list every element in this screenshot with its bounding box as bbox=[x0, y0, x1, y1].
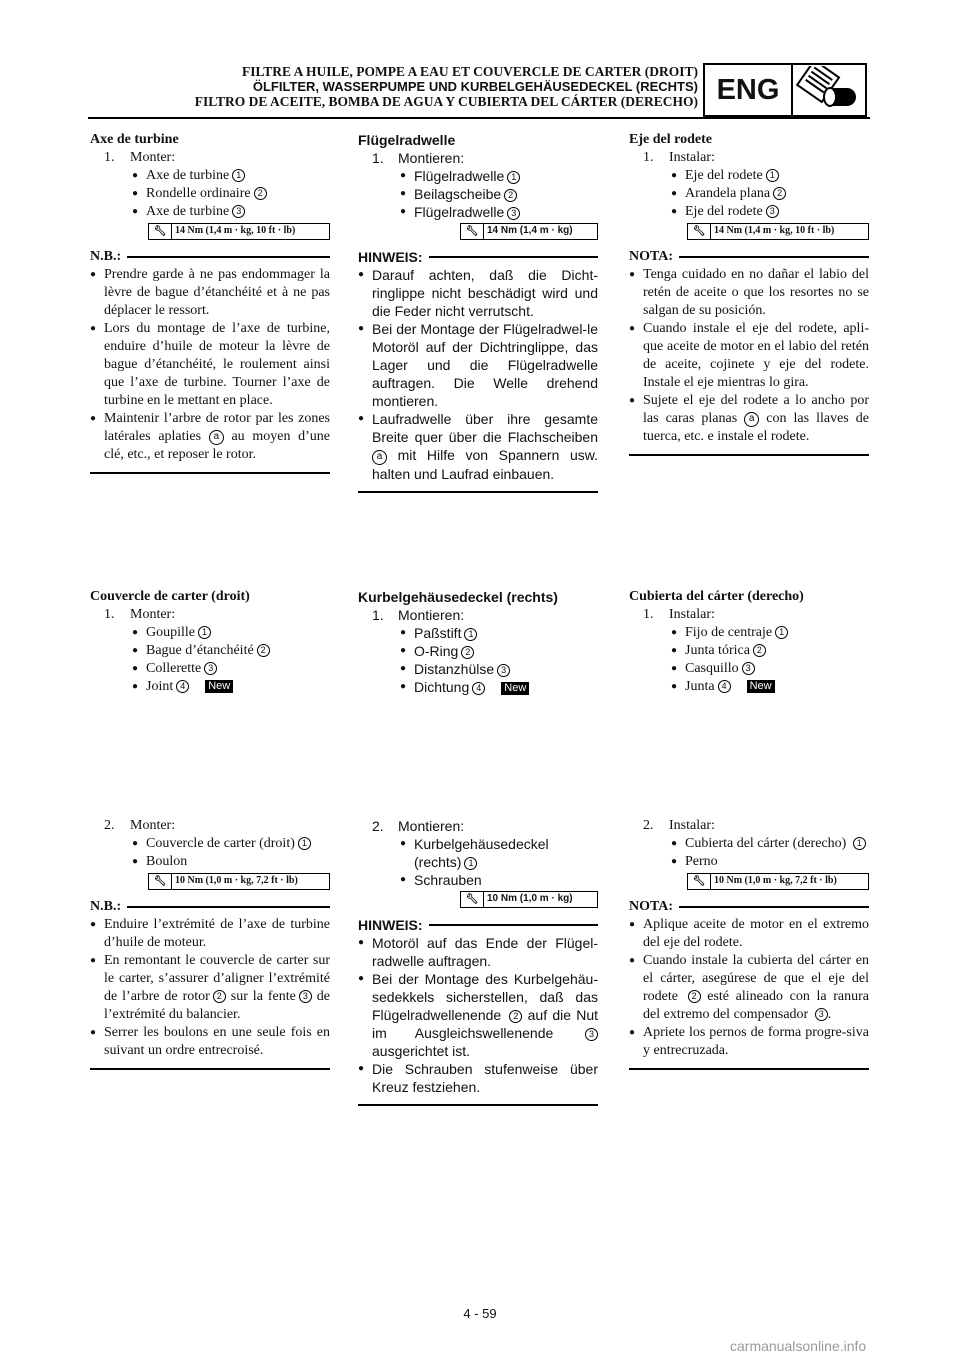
header-title-es: FILTRO DE ACEITE, BOMBA DE AGUA Y CUBIERTA DEL CÁRTER (DERECHO) bbox=[194, 94, 698, 109]
torque-spec: 🔧︎ 14 Nm (1,4 m · kg, 10 ft · lb) bbox=[687, 223, 869, 240]
torque-spec: 🔧︎ 10 Nm (1,0 m · kg) bbox=[460, 891, 598, 908]
note-end-rule bbox=[90, 472, 330, 474]
list-item: ● O-Ring 2 bbox=[358, 642, 598, 660]
note-heading: N.B.: bbox=[90, 898, 330, 916]
note-item: ● Motoröl auf das Ende der Flügel-radwelle auftragen. bbox=[358, 934, 598, 970]
wrench-icon: 🔧︎ bbox=[688, 224, 711, 239]
step: 2. Instalar: bbox=[643, 818, 715, 833]
eng-badge bbox=[703, 63, 867, 117]
list-item: ● Collerette 3 bbox=[90, 660, 330, 678]
torque-spec: 🔧︎ 10 Nm (1,0 m · kg, 7,2 ft · lb) bbox=[148, 873, 330, 890]
page-number: 4 - 59 bbox=[463, 1306, 497, 1321]
es-section-impeller-shaft bbox=[629, 131, 869, 456]
note-item: ● Enduire l’extrémité de l’axe de turbine d’huile de moteur. bbox=[90, 916, 330, 952]
note-heading: N.B.: bbox=[90, 248, 330, 266]
list-item: ● Flügelradwelle 1 bbox=[358, 167, 598, 185]
step: 1. Montieren: bbox=[372, 607, 465, 623]
list-item: ● Eje del rodete 3 bbox=[629, 203, 869, 221]
torque-spec: 🔧︎ 14 Nm (1,4 m · kg) bbox=[460, 223, 598, 240]
fr-section-install-cover bbox=[90, 817, 330, 1070]
note-item: ● Serrer les boulons en une seule fois en suivant un ordre entrecroisé. bbox=[90, 1024, 330, 1060]
section-title: Couvercle de carter (droit) bbox=[90, 589, 250, 604]
wrench-icon: 🔧︎ bbox=[149, 224, 172, 239]
note-heading: HINWEIS: bbox=[358, 916, 598, 934]
list-item: ● Junta 4 New bbox=[629, 678, 869, 696]
note-item: ● Maintenir l’arbre de rotor par les zones latérales aplaties a au moyen d’une clé, etc., et reposer le rotor. bbox=[90, 410, 330, 464]
step: 1. Monter: bbox=[104, 150, 176, 165]
note-end-rule bbox=[629, 454, 869, 456]
list-item: ● Fijo de centraje 1 bbox=[629, 624, 869, 642]
header-rule bbox=[88, 117, 870, 119]
de-section-crankcase-cover bbox=[358, 588, 598, 696]
new-badge: New bbox=[747, 680, 775, 693]
watermark[interactable]: carmanualsonline.info bbox=[730, 1338, 867, 1354]
list-item: ● Paßstift 1 bbox=[358, 624, 598, 642]
list-item: ● Junta tórica 2 bbox=[629, 642, 869, 660]
note-item: ● Prendre garde à ne pas endommager la lèvre de bague d’étanchéité et à ne pas déplacer le ressort. bbox=[90, 266, 330, 320]
wrench-icon: 🔧︎ bbox=[461, 892, 484, 907]
new-badge: New bbox=[205, 680, 233, 693]
note-item: ● Lors du montage de l’axe de turbine, enduire d’huile de moteur la lèvre de bague d’étanchéité, le roulement ainsi que l’axe de turbine. Tourner l’axe de turbine en le mettant en place. bbox=[90, 320, 330, 410]
step: 2. Montieren: bbox=[372, 818, 465, 834]
page-header bbox=[100, 64, 698, 109]
note-item: ● En remontant le couvercle de carter sur le carter, s’assurer d’aligner l’extrémité de l’arbre de rotor 2 sur la fente 3 de l’extrémité du balancier. bbox=[90, 952, 330, 1024]
list-item: ● Couvercle de carter (droit) 1 bbox=[90, 835, 330, 853]
step: 1. Monter: bbox=[104, 607, 176, 622]
torque-spec: 🔧︎ 14 Nm (1,4 m · kg, 10 ft · lb) bbox=[148, 223, 330, 240]
note-item: ● Bei der Montage der Flügelradwel-le Motoröl auf der Dichtringlippe, das Lager und die Flügelradwelle auftragen. Die Welle drehend montieren. bbox=[358, 320, 598, 410]
fr-section-impeller-shaft bbox=[90, 131, 330, 474]
note-item: ● Tenga cuidado en no dañar el labio del retén de aceite o que los resortes no se salgan de su posición. bbox=[629, 266, 869, 320]
header-title-de: ÖLFILTER, WASSERPUMPE UND KURBELGEHÄUSEDECKEL (RECHTS) bbox=[252, 79, 698, 94]
note-item: ● Sujete el eje del rodete a lo ancho por las caras planas a con las llaves de tuerca, etc. e instale el rodete. bbox=[629, 392, 869, 446]
step: 1. Instalar: bbox=[643, 607, 715, 622]
list-item: ● Boulon bbox=[90, 853, 330, 871]
list-item: ● Goupille 1 bbox=[90, 624, 330, 642]
fr-section-crankcase-cover bbox=[90, 588, 330, 696]
note-end-rule bbox=[358, 1104, 598, 1106]
note-item: ● Laufradwelle über ihre gesamte Breite quer über die Flachscheiben a mit Hilfe von Spannern usw. halten und Laufrad einbauen. bbox=[358, 410, 598, 483]
list-item: ● Flügelradwelle 3 bbox=[358, 203, 598, 221]
list-item: ● Rondelle ordinaire 2 bbox=[90, 185, 330, 203]
list-item: ● Beilagscheibe 2 bbox=[358, 185, 598, 203]
list-item: ● Perno bbox=[629, 853, 869, 871]
list-item: ● Casquillo 3 bbox=[629, 660, 869, 678]
note-item: ● Die Schrauben stufenweise über Kreuz festziehen. bbox=[358, 1060, 598, 1096]
list-item: ● Eje del rodete 1 bbox=[629, 167, 869, 185]
wrench-icon: 🔧︎ bbox=[461, 224, 484, 239]
list-item: ● Dichtung 4 New bbox=[358, 678, 598, 696]
section-title: Flügelradwelle bbox=[358, 132, 456, 148]
note-item: ● Cuando instale la cubierta del cárter en el cárter, asegúrese de que el eje del rodete 2 esté alineado con la ranura del extremo del compensador 3 . bbox=[629, 952, 869, 1024]
eng-label: ENG bbox=[705, 65, 793, 115]
step: 1. Instalar: bbox=[643, 150, 715, 165]
note-heading: HINWEIS: bbox=[358, 248, 598, 266]
step: 2. Monter: bbox=[104, 818, 176, 833]
list-item: ● Axe de turbine 3 bbox=[90, 203, 330, 221]
es-section-install-cover bbox=[629, 817, 869, 1070]
de-section-impeller-shaft bbox=[358, 131, 598, 493]
flat-mark: a bbox=[372, 450, 387, 465]
note-item: ● Aplique aceite de motor en el extremo del eje del rodete. bbox=[629, 916, 869, 952]
engine-icon bbox=[793, 65, 865, 115]
note-item: ● Darauf achten, daß die Dicht-ringlippe nicht beschädigt wird und die Feder nicht verrutscht. bbox=[358, 266, 598, 320]
flat-mark: a bbox=[209, 430, 224, 445]
de-section-install-cover bbox=[358, 817, 598, 1106]
section-title: Cubierta del cárter (derecho) bbox=[629, 589, 804, 604]
list-item: ● Bague d’étanchéité 2 bbox=[90, 642, 330, 660]
wrench-icon: 🔧︎ bbox=[149, 874, 172, 889]
list-item: ● Axe de turbine 1 bbox=[90, 167, 330, 185]
es-section-crankcase-cover bbox=[629, 588, 869, 696]
note-item: ● Cuando instale el eje del rodete, apli-que aceite de motor en el labio del retén de aceite, cojinete y eje del rodete. Instale el eje mientras lo gira. bbox=[629, 320, 869, 392]
note-heading: NOTA: bbox=[629, 898, 869, 916]
list-item: ● Cubierta del cárter (derecho) 1 bbox=[629, 835, 869, 853]
section-title: Axe de turbine bbox=[90, 132, 179, 147]
list-item: ● Kurbelgehäusedeckel (rechts) 1 bbox=[358, 835, 598, 871]
list-item: ● Joint 4 New bbox=[90, 678, 330, 696]
section-title: Kurbelgehäusedeckel (rechts) bbox=[358, 589, 558, 605]
torque-spec: 🔧︎ 10 Nm (1,0 m · kg, 7,2 ft · lb) bbox=[687, 873, 869, 890]
list-item: ● Schrauben bbox=[358, 871, 598, 889]
note-item: ● Apriete los pernos de forma progre-siva y entrecruzada. bbox=[629, 1024, 869, 1060]
step: 1. Montieren: bbox=[372, 150, 465, 166]
note-end-rule bbox=[90, 1068, 330, 1070]
section-title: Eje del rodete bbox=[629, 132, 712, 147]
header-title-fr: FILTRE A HUILE, POMPE A EAU ET COUVERCLE DE CARTER (DROIT) bbox=[242, 64, 698, 79]
list-item: ● Arandela plana 2 bbox=[629, 185, 869, 203]
wrench-icon: 🔧︎ bbox=[688, 874, 711, 889]
note-heading: NOTA: bbox=[629, 248, 869, 266]
new-badge: New bbox=[501, 682, 529, 695]
note-end-rule bbox=[358, 491, 598, 493]
list-item: ● Distanzhülse 3 bbox=[358, 660, 598, 678]
note-end-rule bbox=[629, 1068, 869, 1070]
note-item: ● Bei der Montage des Kurbelgehäu-sedekkels sicherstellen, daß das Flügelradwellenende 2 auf die Nut im Ausgleichswellenende 3 ausgerichtet ist. bbox=[358, 970, 598, 1060]
flat-mark: a bbox=[744, 412, 759, 427]
